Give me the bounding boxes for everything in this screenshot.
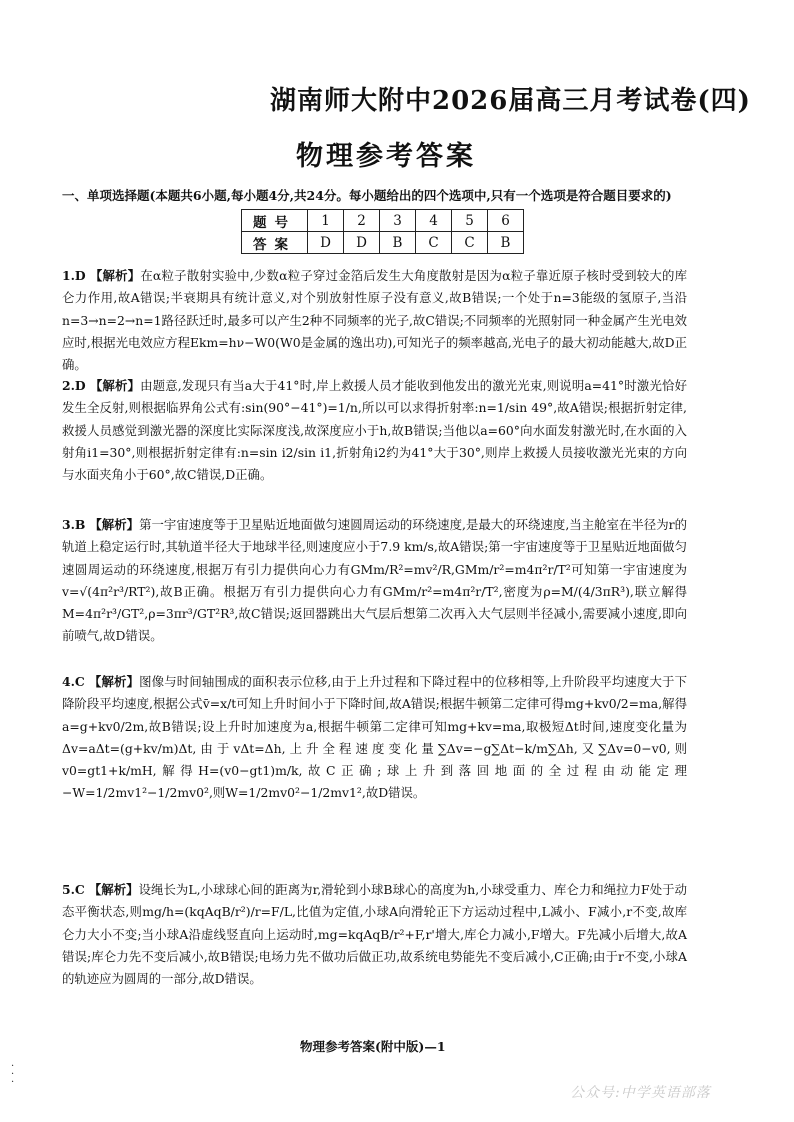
question-number: 4 — [416, 210, 452, 232]
item-text: 第一宇宙速度等于卫星贴近地面做匀速圆周运动的环绕速度,是最大的环绕速度,当主舱室在半径为r的轨道上稳定运行时,其轨道半径大于地球半径,则速度应小于7.9 km/s,故A错误;第一宇宙速度等于卫星贴近地面做匀速圆周运动的环绕速度,根据万有引力提供向心力有GMm/R²=mv²/R,GMm/r²=m4π²r/T²可知第一宇宙速度为v=√(4π²r³/RT²),故B正确。根据万有引力提供向心力有GMm/r²=m4π²r/T²,密度为ρ=M/(4/3πR³),联立解得M=4π²r³/GT²,ρ=3πr³/GT²R³,故C错误;返回器跳出大气层后想第二次再入大气层则半径减小,需要减小速度,即向前喷气,故D错误。 — [62, 517, 687, 644]
item-tag: 【解析】 — [89, 378, 141, 393]
explanation-item — [62, 879, 687, 990]
item-number: 2.D — [62, 378, 86, 393]
question-number: 2 — [344, 210, 380, 232]
page-title: 物理参考答案 — [296, 141, 476, 172]
answer-cell: D — [308, 232, 344, 254]
answer-cell: B — [380, 232, 416, 254]
item-number: 4.C — [62, 674, 85, 689]
binding-edge-marks: · · · — [11, 1061, 15, 1088]
answer-cell: B — [488, 232, 524, 254]
item-text: 图像与时间轴围成的面积表示位移,由于上升过程和下降过程中的位移相等,上升阶段平均速度大于下降阶段平均速度,根据公式v̄=x/t可知上升时间小于下降时间,故A错误;根据牛顿第二定律可得mg+kv0/2=ma,解得a=g+kv0/2m,故B错误;设上升时加速度为a,根据牛顿第二定律可知mg+kv=ma,取极短Δt时间,速度变化量为Δv=aΔt=(g+kv/m)Δt,由于vΔt=Δh,上升全程速度变化量∑Δv=−g∑Δt−k/m∑Δh,又∑Δv=0−v0,则v0=gt1+k/mH,解得H=(v0−gt1)m/k,故C正确;球上升到落回地面的全过程由动能定理−W=1/2mv1²−1/2mv0²,则W=1/2mv0²−1/2mv1²,故D错误。 — [62, 674, 687, 801]
item-text: 由题意,发现只有当a大于41°时,岸上救援人员才能收到他发出的激光光束,则说明a=41°时激光恰好发生全反射,则根据临界角公式有:sin(90°−41°)=1/n,所以可以求得折射率:n=1/sin 49°,故A错误;根据折射定律,救援人员感觉到激光器的深度比实际深度浅,故深度应小于h,故B错误;当他以a=60°向水面发射激光时,在水面的入射角i1=30°,则根据折射定律有:n=sin i2/sin i1,折射角i2约为41°大于30°,则岸上救援人员接收激光光束的方向与水面夹角小于60°,故C错误,D正确。 — [62, 378, 687, 483]
answer-table-answer-row — [242, 232, 524, 254]
explanation-item — [62, 375, 687, 486]
item-tag: 【解析】 — [88, 882, 139, 897]
question-number: 1 — [308, 210, 344, 232]
answer-cell: C — [452, 232, 488, 254]
explanation-item — [62, 265, 687, 376]
row-label-number: 题号 — [242, 210, 308, 232]
item-number: 5.C — [62, 882, 85, 897]
item-tag: 【解析】 — [88, 674, 140, 689]
section-heading: 一、单项选择题(本题共6小题,每小题4分,共24分。每小题给出的四个选项中,只有一个选项是符合题目要求的) — [62, 188, 672, 203]
question-number: 3 — [380, 210, 416, 232]
explanation-item — [62, 671, 687, 805]
item-number: 3.B — [62, 517, 86, 532]
item-number: 1.D — [62, 268, 86, 283]
explanation-item — [62, 514, 687, 648]
item-tag: 【解析】 — [89, 268, 141, 283]
item-tag: 【解析】 — [89, 517, 140, 532]
answer-table-number-row — [242, 210, 524, 232]
page-footer: 物理参考答案(附中版)—1 — [300, 1039, 446, 1054]
exam-title: 湖南师大附中2026届高三月考试卷(四) — [270, 86, 751, 116]
question-number: 6 — [488, 210, 524, 232]
answer-cell: D — [344, 232, 380, 254]
item-text: 在α粒子散射实验中,少数α粒子穿过金箔后发生大角度散射是因为α粒子靠近原子核时受到较大的库仑力作用,故A错误;半衰期具有统计意义,对个别放射性原子没有意义,故B错误;一个处于n=3能级的氢原子,当沿n=3→n=2→n=1路径跃迁时,最多可以产生2种不同频率的光子,故C错误;不同频率的光照射同一种金属产生光电效应时,根据光电效应方程Ekm=hν−W0(W0是金属的逸出功),可知光子的频率越高,光电子的最大初动能越大,故D正确。 — [62, 268, 688, 373]
watermark: 公众号:中学英语部落 — [570, 1085, 711, 1101]
answer-cell: C — [416, 232, 452, 254]
answer-table — [241, 209, 524, 254]
item-text: 设绳长为L,小球球心间的距离为r,滑轮到小球B球心的高度为h,小球受重力、库仑力和绳拉力F处于动态平衡状态,则mg/h=(kqAqB/r²)/r=F/L,比值为定值,小球A向滑轮正下方运动过程中,L减小、F减小,r不变,故库仑力大小不变;当小球A沿虚线竖直向上运动时,mg=kqAqB/r²+F,r'增大,库仑力减小,F增大。F先减小后增大,故A错误;库仑力先不变后减小,故B错误;电场力先不做功后做正功,故系统电势能先不变后减小,C正确;由于r不变,小球A的轨迹应为圆周的一部分,故D错误。 — [62, 882, 687, 987]
row-label-answer: 答案 — [242, 232, 308, 254]
question-number: 5 — [452, 210, 488, 232]
